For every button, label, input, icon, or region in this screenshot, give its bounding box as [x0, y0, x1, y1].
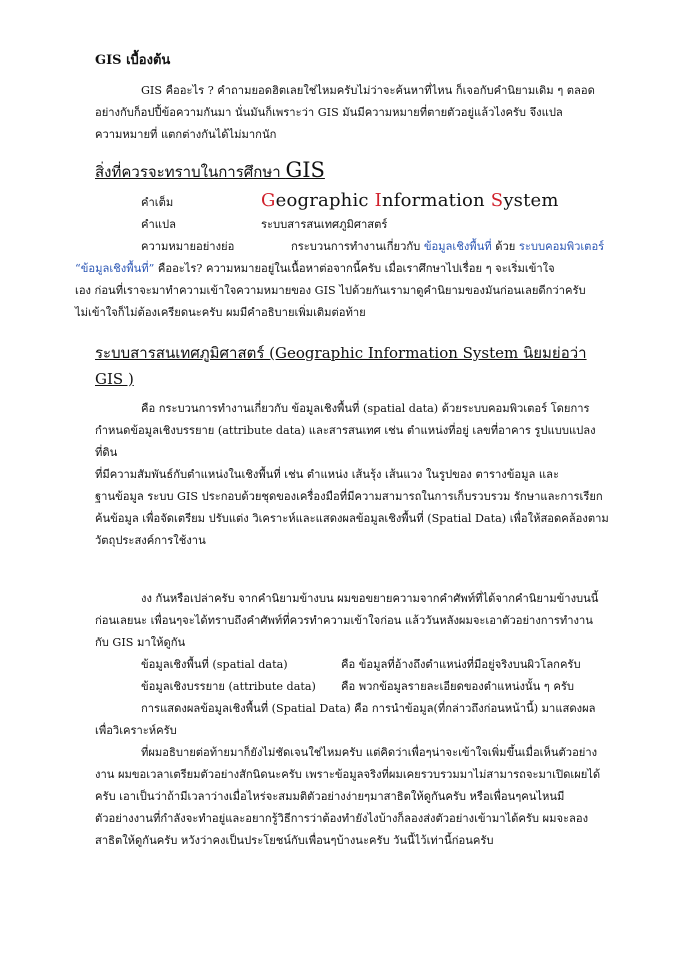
closing-line: ครับ เอาเป็นว่าถ้ามีเวลาว่างเมื่อไหร่จะสมมติตัวอย่างง่ายๆมาสาธิตให้ดูกันครับ หรือเพื่อนๆคนไหนมี — [95, 790, 565, 803]
question-line: เอง ก่อนที่เราจะมาทำความเข้าใจความหมายของ GIS ไปด้วยกันเรามาดูคำนิยามของมันก่อนเลยดีกว่าครับ — [75, 284, 586, 297]
page-title: GIS เบื้องต้น — [95, 53, 171, 68]
section-heading-gis-definition: ระบบสารสนเทศภูมิศาสตร์ (Geographic Information System นิยมย่อว่า GIS ) — [95, 344, 587, 388]
spacer — [95, 552, 617, 588]
computer-system-link: ระบบคอมพิวเตอร์ — [518, 240, 605, 253]
definition-line: คือ กระบวนการทำงานเกี่ยวกับ ข้อมูลเชิงพื้นที่ (spatial data) ด้วยระบบคอมพิวเตอร์ โดยการ — [141, 402, 590, 415]
translation-label: คำแปล — [141, 218, 176, 231]
explanation-line: ก่อนเลยนะ เพื่อนๆจะได้ทราบถึงคำศัพท์ที่ควรทำความเข้าใจก่อน แล้ววันหลังผมจะเอาตัวอย่างการทำงาน — [95, 614, 593, 627]
definition-line: กำหนดข้อมูลเชิงบรรยาย (attribute data) และสารสนเทศ เช่น ตำแหน่งที่อยู่ เลขที่อาคาร รูปแบบแปลงที่ดิน — [95, 424, 596, 459]
question-line — [75, 258, 617, 280]
definition-line: ที่มีความสัมพันธ์กับตำแหน่งในเชิงพื้นที่ เช่น ตำแหน่ง เส้นรุ้ง เส้นแวง ในรูปของ ตารางข้อมูล และ — [95, 468, 559, 481]
meaning-label: ความหมายอย่างย่อ — [141, 240, 235, 253]
definition-line: วัตถุประสงค์การใช้งาน — [95, 534, 206, 547]
term-description: คือ การนำข้อมูล(ที่กล่าวถึงก่อนหน้านี้) มาแสดงผล — [350, 702, 596, 715]
term-name: ข้อมูลเชิงพื้นที่ (spatial data) — [141, 658, 288, 671]
intro-line: อย่างกับก็อปปี้ข้อความกันมา นั่นมันก็เพราะว่า GIS มันมีความหมายที่ตายตัวอยู่แล้วไงครับ จึงแปล — [95, 106, 563, 119]
word-part: eographic — [275, 190, 375, 211]
closing-paragraph — [95, 742, 617, 852]
letter-s: S — [490, 190, 504, 211]
word-part: ystem — [503, 190, 559, 211]
translation-value: ระบบสารสนเทศภูมิศาสตร์ — [261, 218, 388, 231]
closing-line: ตัวอย่างงานที่กำลังจะทำอยู่และอยากรู้วิธีการว่าต้องทำยังไงบ้างก็ลองส่งตัวอย่างเข้ามาได้ครับ ผมจะลอง — [95, 812, 589, 825]
term-row — [95, 676, 617, 698]
closing-line: ที่ผมอธิบายต่อท้ายมาก็ยังไม่ชัดเจนใช่ไหมครับ แต่คิดว่าเพื่อๆน่าจะเข้าใจเพิ่มขึ้นเมื่อเห็นตัวอย่าง — [141, 746, 598, 759]
spatial-question-paragraph — [75, 258, 617, 324]
word-part: nformation — [381, 190, 491, 211]
intro-line: ความหมายที่ แตกต่างกันได้ไม่มากนัก — [95, 128, 277, 141]
definition-line: ค้นข้อมูล เพื่อจัดเตรียม ปรับแต่ง วิเคราะห์และแสดงผลข้อมูลเชิงพื้นที่ (Spatial Data) เพื่อให้สอดคล้องตาม — [95, 512, 609, 525]
closing-line: งาน ผมขอเวลาเตรียมตัวอย่างสักนิดนะครับ เพราะข้อมูลจริงที่ผมเคยรวบรวมมาไม่สามารถจะมาเปิดเผยได้ — [95, 768, 601, 781]
term-name: ข้อมูลเชิงบรรยาย (attribute data) — [141, 680, 316, 693]
display-term-paragraph — [95, 698, 617, 742]
section-heading-gis: GIS — [285, 158, 325, 182]
intro-paragraph — [95, 80, 617, 146]
term-description: คือ ข้อมูลที่อ้างถึงตำแหน่งที่มีอยู่จริงบนผิวโลกครับ — [341, 658, 581, 671]
meaning-row — [95, 236, 617, 258]
closing-line: สาธิตให้ดูกันครับ หวังว่าคงเป็นประโยชน์กับเพื่อนๆบ้างนะครับ วันนี้ไว้เท่านี้ก่อนครับ — [95, 834, 494, 847]
section-heading-text: สิ่งที่ควรจะทราบในการศึกษา — [95, 163, 286, 181]
letter-i: I — [374, 190, 382, 211]
display-term-line: เพื่อวิเคราะห์ครับ — [95, 724, 177, 737]
fullname-value — [261, 190, 559, 212]
spatial-data-link: ข้อมูลเชิงพื้นที่ — [423, 240, 492, 253]
definition-line: ฐานข้อมูล ระบบ GIS ประกอบด้วยชุดของเครื่องมือที่มีความสามารถในการเก็บรวบรวม รักษาและการเรียก — [95, 490, 603, 503]
meaning-text: กระบวนการทำงานเกี่ยวกับ — [291, 240, 424, 253]
meaning-value — [291, 236, 604, 258]
translation-row — [95, 214, 617, 236]
question-text: คืออะไร? ความหมายอยู่ในเนื้อหาต่อจากนี้ครับ เมื่อเราศึกษาไปเรื่อย ๆ จะเริ่มเข้าใจ — [154, 262, 555, 275]
explanation-line: กับ GIS มาให้ดูกัน — [95, 636, 186, 649]
letter-g: G — [261, 190, 276, 211]
term-row — [95, 654, 617, 676]
question-line: ไม่เข้าใจก็ไม่ต้องเครียดนะครับ ผมมีคำอธิบายเพิ่มเติมต่อท้าย — [75, 306, 366, 319]
display-term-line — [95, 698, 617, 720]
intro-line: GIS คืออะไร ? คำถามยอดฮิตเลยใช่ไหมครับไม่ว่าจะค้นหาที่ไหน ก็เจอกับคำนิยามเดิม ๆ ตลอด — [141, 84, 595, 97]
fullname-label: คำเต็ม — [141, 196, 174, 209]
section-heading-study — [95, 156, 617, 186]
spatial-data-quote: “ข้อมูลเชิงพื้นที่” — [75, 262, 155, 275]
fullname-row — [95, 190, 617, 214]
term-name: การแสดงผลข้อมูลเชิงพื้นที่ (Spatial Data) — [141, 702, 351, 715]
explanation-line: งง กันหรือเปล่าครับ จากคำนิยามข้างบน ผมขอขยายความจากคำศัพท์ที่ได้จากคำนิยามข้างบนนี้ — [141, 592, 599, 605]
explanation-paragraph — [95, 588, 617, 654]
meaning-text: ด้วย — [491, 240, 519, 253]
definition-paragraph — [95, 398, 617, 552]
term-description: คือ พวกข้อมูลรายละเอียดของตำแหน่งนั้น ๆ ครับ — [341, 680, 574, 693]
